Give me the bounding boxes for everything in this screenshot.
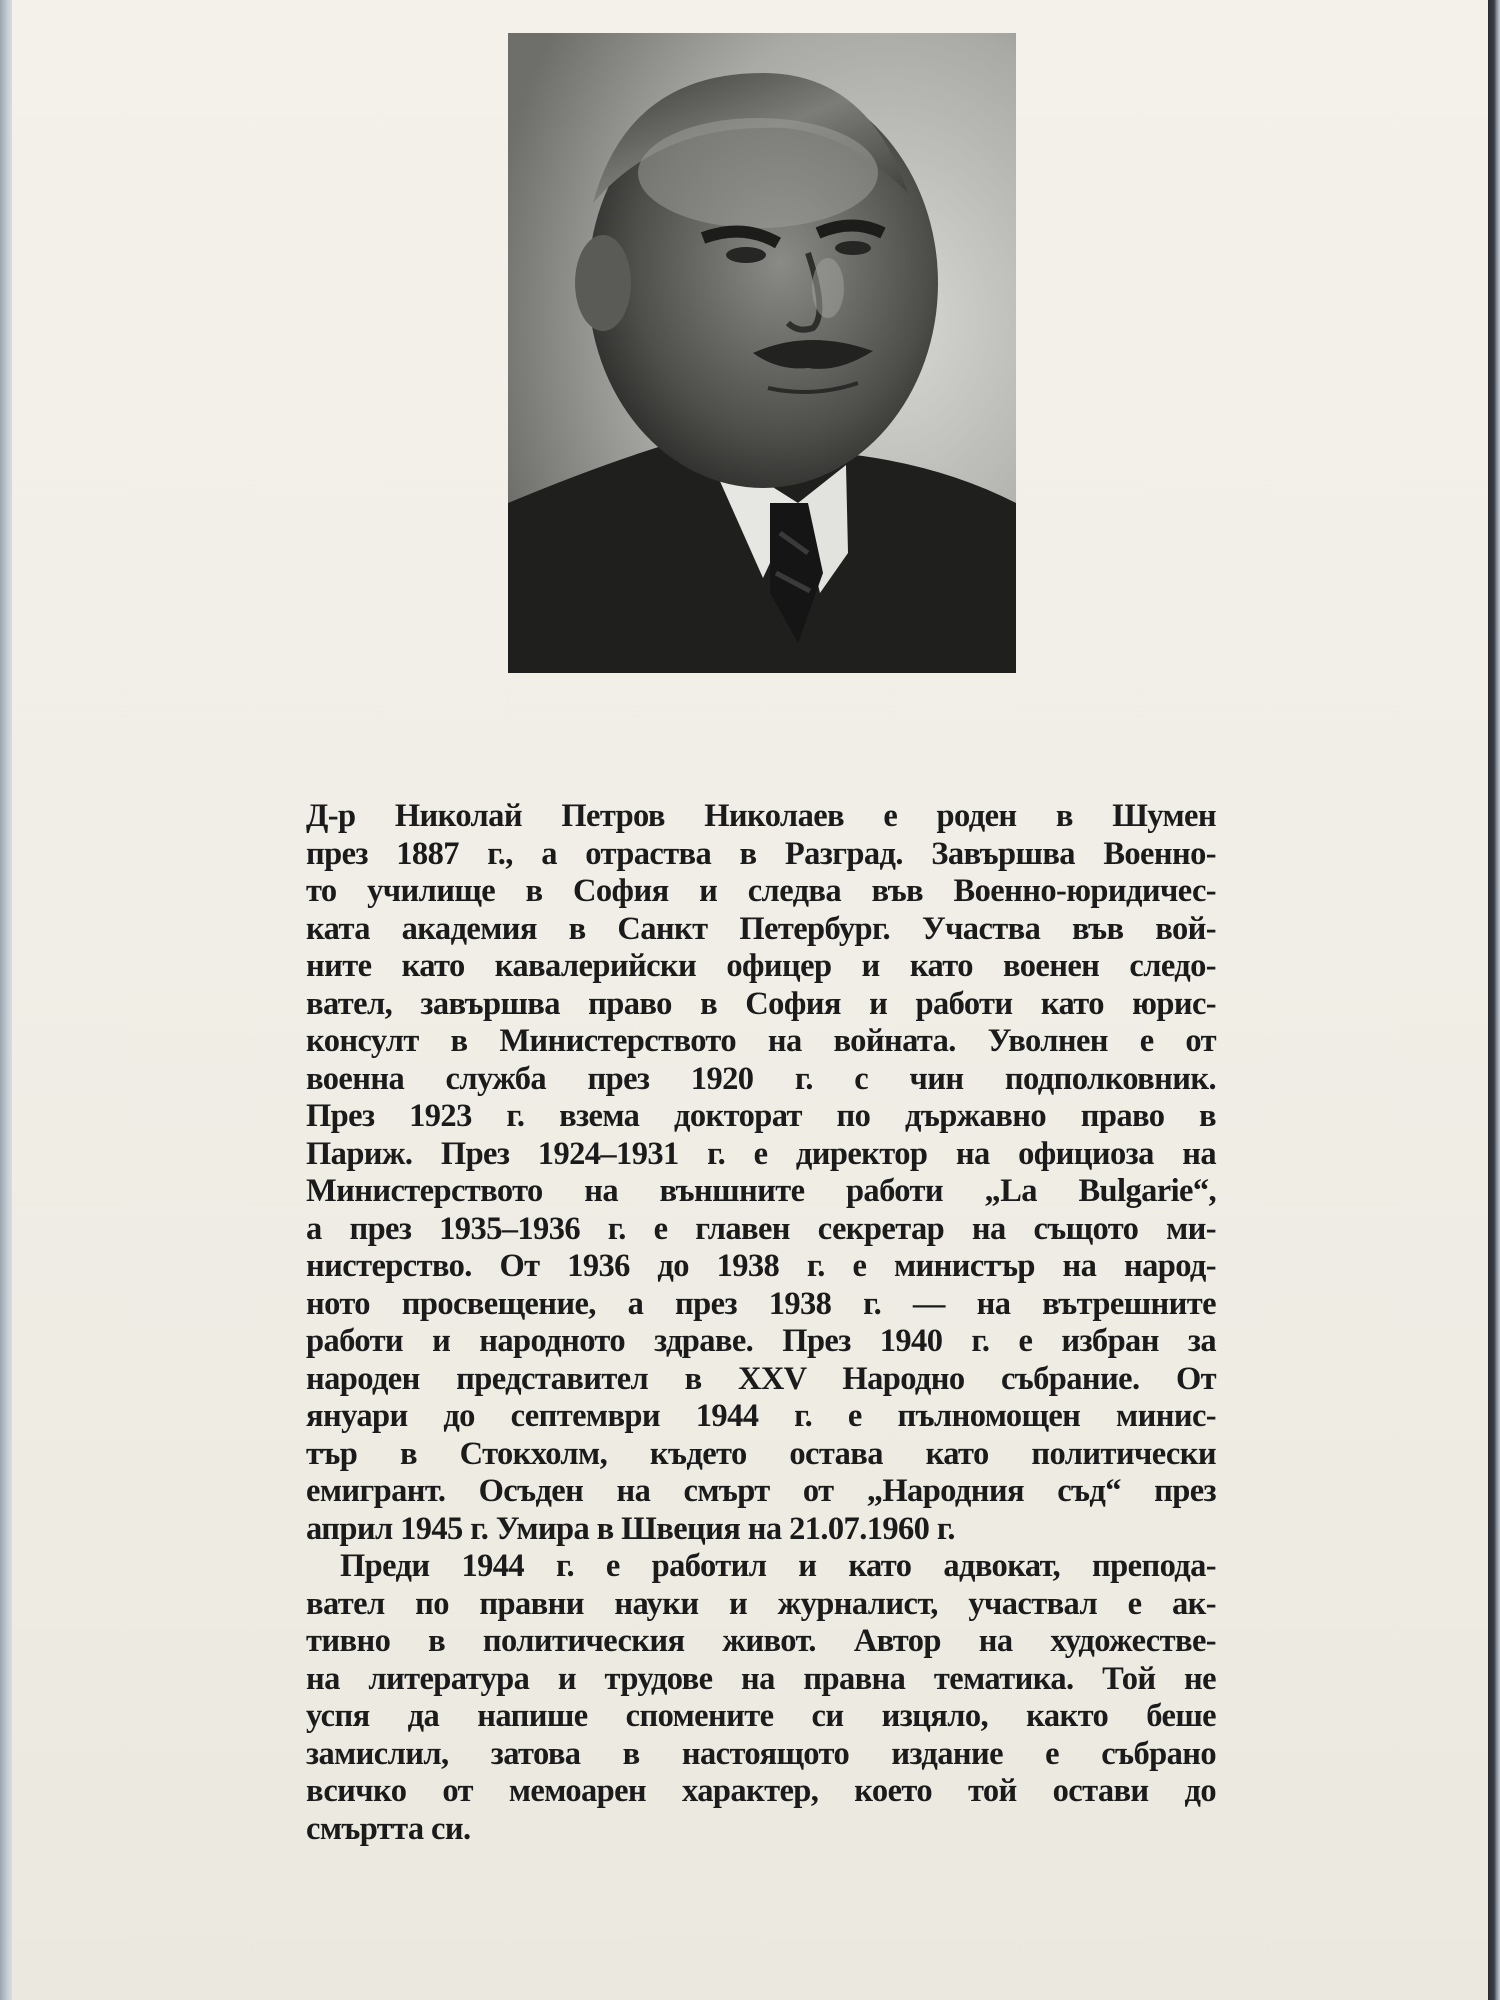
paragraph-2 xyxy=(306,1548,1216,1848)
text-line: Преди 1944 г. е работил и като адвокат, препода- xyxy=(340,1548,1216,1584)
text-line: военна служба през 1920 г. с чин подполковник. xyxy=(306,1060,1216,1097)
text-line: замислил, затова в настоящото издание е събрано xyxy=(306,1735,1216,1772)
text-line: Париж. През 1924–1931 г. е директор на официоза на xyxy=(306,1135,1216,1172)
portrait-illustration xyxy=(508,33,1016,673)
text-line: април 1945 г. Умира в Швеция на 21.07.1960 г. xyxy=(306,1510,955,1547)
book-page xyxy=(12,0,1488,2000)
text-line: смъртта си. xyxy=(306,1810,471,1847)
text-line: вател, завършва право в София и работи като юрис- xyxy=(306,985,1216,1022)
text-line: емигрант. Осъден на смърт от „Народния съд“ през xyxy=(306,1473,1216,1509)
text-line: то училище в София и следва във Военно-юридичес- xyxy=(306,873,1216,909)
text-line: ните като кавалерийски офицер и като военен следо- xyxy=(306,948,1216,984)
text-line: През 1923 г. взема докторат по държавно право в xyxy=(306,1098,1216,1134)
text-line: а през 1935–1936 г. е главен секретар на същото ми- xyxy=(306,1210,1216,1247)
paragraph-1 xyxy=(306,798,1216,1548)
text-line: всичко от мемоарен характер, което той остави до xyxy=(306,1773,1216,1809)
biography-text xyxy=(306,798,1216,1848)
text-line: нистерство. От 1936 до 1938 г. е министър на народ- xyxy=(306,1248,1216,1284)
text-line: тивно в политическия живот. Автор на художестве- xyxy=(306,1623,1216,1659)
text-line: Министерството на външните работи „La Bulgarie“, xyxy=(306,1173,1216,1209)
text-line: ното просвещение, а през 1938 г. — на вътрешните xyxy=(306,1285,1216,1322)
text-line: Д-р Николай Петров Николаев е роден в Шумен xyxy=(306,798,1216,834)
text-line: януари до септември 1944 г. е пълномощен минис- xyxy=(306,1398,1216,1434)
text-line: през 1887 г., а отраства в Разград. Завършва Военно- xyxy=(306,835,1216,872)
text-line: тър в Стокхолм, където остава като политически xyxy=(306,1435,1216,1472)
portrait-photo xyxy=(508,33,1016,673)
text-line: ката академия в Санкт Петербург. Участва във вой- xyxy=(306,910,1216,947)
text-line: народен представител в XXV Народно събрание. От xyxy=(306,1360,1216,1397)
text-line: успя да напише спомените си изцяло, както беше xyxy=(306,1698,1216,1734)
text-line: вател по правни науки и журналист, участвал е ак- xyxy=(306,1585,1216,1622)
book-cover-edge xyxy=(1488,0,1500,2000)
text-line: работи и народното здраве. През 1940 г. е избран за xyxy=(306,1323,1216,1359)
text-line: на литература и трудове на правна тематика. Той не xyxy=(306,1660,1216,1697)
text-line: консулт в Министерството на войната. Уволнен е от xyxy=(306,1023,1216,1059)
